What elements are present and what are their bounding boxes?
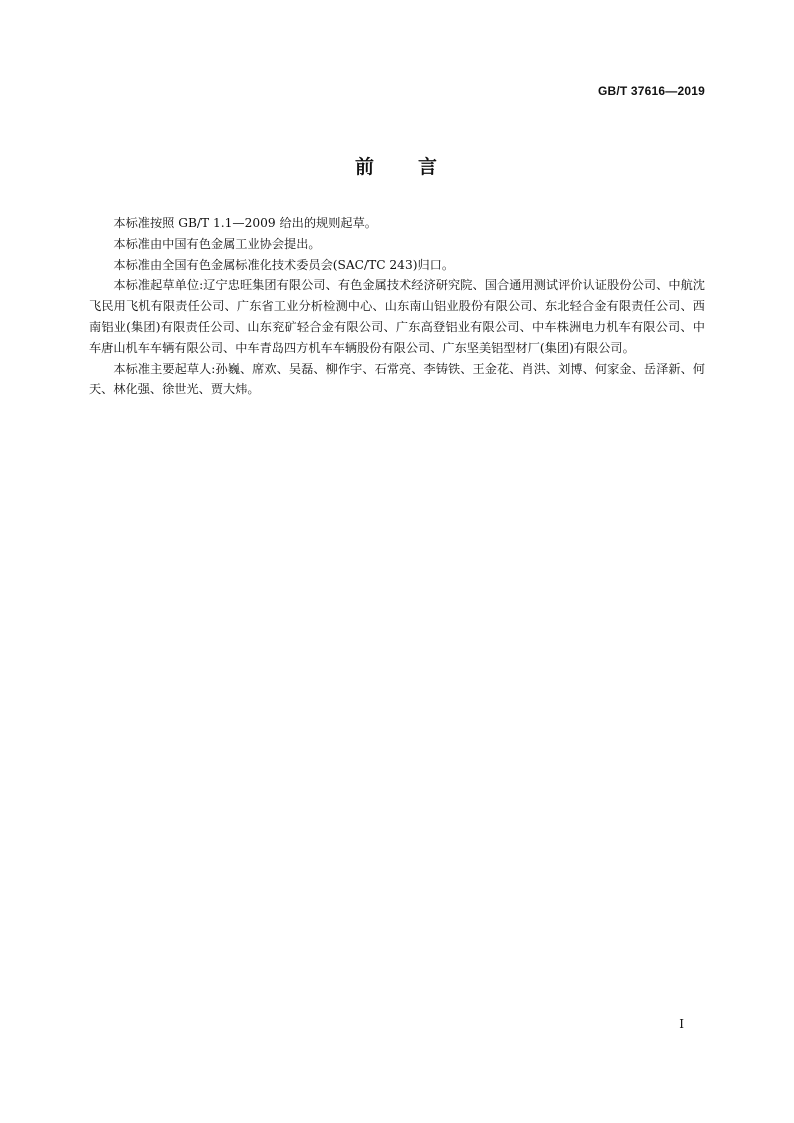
paragraph-drafting-rules: 本标准按照 GB/T 1.1—2009 给出的规则起草。	[113, 216, 377, 230]
foreword-body	[89, 213, 705, 400]
paragraph-proposer: 本标准由中国有色金属工业协会提出。	[113, 236, 321, 251]
page-number: I	[679, 1017, 684, 1031]
title-char-2: 言	[418, 156, 440, 178]
standard-code: GB/T 37616—2019	[597, 84, 705, 98]
paragraph-drafters: 本标准主要起草人:孙巍、席欢、吴磊、柳作宇、石常亮、李铸铁、王金花、肖洪、刘博、何家金、岳泽新、何天、林化强、徐世光、贾大炜。	[89, 361, 705, 397]
page-title	[0, 152, 794, 179]
paragraph-drafting-units: 本标准起草单位:辽宁忠旺集团有限公司、有色金属技术经济研究院、国合通用测试评价认证股份公司、中航沈飞民用飞机有限责任公司、广东省工业分析检测中心、山东南山铝业股份有限公司、东北轻合金有限责任公司、西南铝业(集团)有限责任公司、山东兖矿轻合金有限公司、广东高登铝业有限公司、中车株洲电力机车有限公司、中车唐山机车车辆有限公司、中车青岛四方机车车辆股份有限公司、广东坚美铝型材厂(集团)有限公司。	[89, 278, 705, 355]
title-char-1: 前	[354, 156, 376, 178]
paragraph-administrator: 本标准由全国有色金属标准化技术委员会(SAC/TC 243)归口。	[113, 257, 455, 272]
